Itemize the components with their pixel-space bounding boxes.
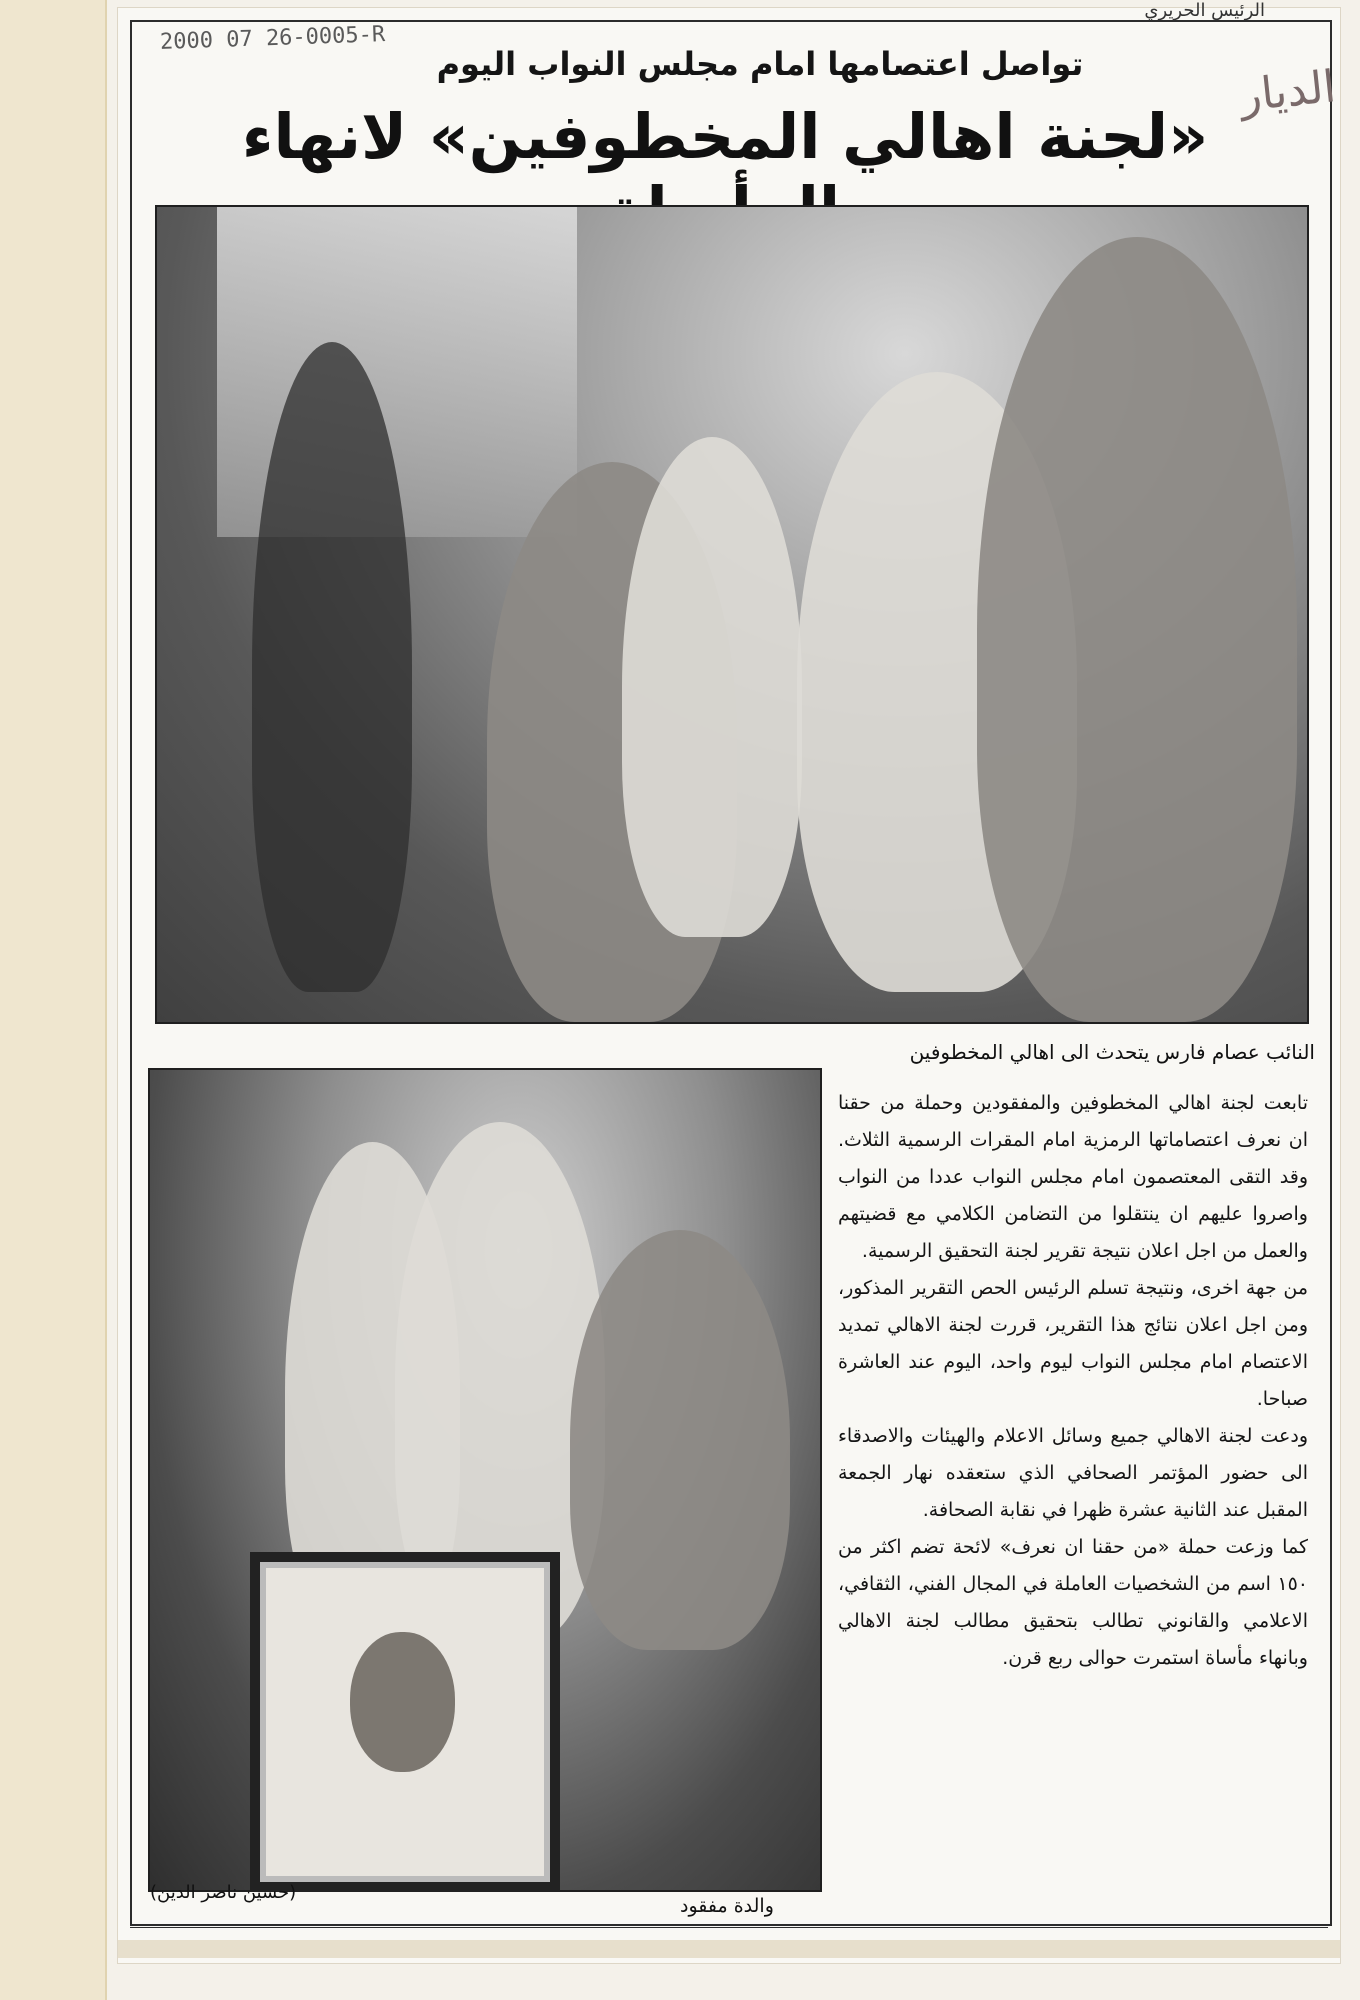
photo-credit: (حسين ناصر الدين): [150, 1882, 297, 1903]
photo-caption: النائب عصام فارس يتحدث الى اهالي المخطوفين: [909, 1040, 1315, 1064]
article-paragraph-1: تابعت لجنة اهالي المخطوفين والمفقودين وحملة من حقنا ان نعرف اعتصاماتها الرمزية امام المقرات الرسمية الثلاث. وقد التقى المعتصمون امام مجلس النواب عددا من النواب واصروا عليهم ان ينتقلوا من التضامن الكلامي مع قضيتهم والعمل من اجل اعلان نتيجة تقرير لجنة التحقيق الرسمية.: [838, 1092, 1308, 1262]
article-paragraph-2: من جهة اخرى، ونتيجة تسلم الرئيس الحص التقرير المذكور، ومن اجل اعلان نتائج هذا التقرير، قررت لجنة الاهالي تمديد الاعتصام امام مجلس النواب ليوم واحد، اليوم عند العاشرة صباحا.: [838, 1277, 1308, 1410]
missing-person-portrait: [250, 1552, 560, 1892]
bottom-rule: [130, 1925, 1328, 1928]
bottom-strip: [118, 1940, 1340, 1958]
photo-caption-2: والدة مفقود: [680, 1895, 774, 1917]
top-photo: [155, 205, 1309, 1024]
source-handwritten: الديار: [1237, 61, 1339, 122]
paper-background-left: [0, 0, 107, 2000]
article-body: [838, 1085, 1308, 1885]
headline: «لجنة اهالي المخطوفين» لانهاء: [241, 100, 1209, 173]
top-strip-text: الرئيس الحريري: [1144, 0, 1265, 21]
person-right: [570, 1230, 790, 1650]
article-paragraph-4: كما وزعت حملة «من حقنا ان نعرف» لائحة تضم اكثر من ١٥٠ اسم من الشخصيات العاملة في المجال الفني، الثقافي، الاعلامي والقانوني تطالب بتحقيق مطالب لجنة الاهالي وبانهاء مأساة استمرت حوالى ربع قرن.: [838, 1536, 1308, 1669]
article-paragraph-3: ودعت لجنة الاهالي جميع وسائل الاعلام والهيئات والاصدقاء الى حضور المؤتمر الصحافي الذي ستعقده نهار الجمعة المقبل عند الثانية عشرة ظهرا في نقابة الصحافة.: [838, 1425, 1308, 1521]
man-right: [977, 237, 1297, 1022]
archive-stamp: 2000 07 26-0005-R: [159, 22, 386, 55]
man-left: [252, 342, 412, 992]
woman-cap: [622, 437, 802, 937]
kicker: تواصل اعتصامها امام مجلس النواب اليوم: [436, 45, 1084, 83]
portrait-face: [350, 1632, 455, 1772]
